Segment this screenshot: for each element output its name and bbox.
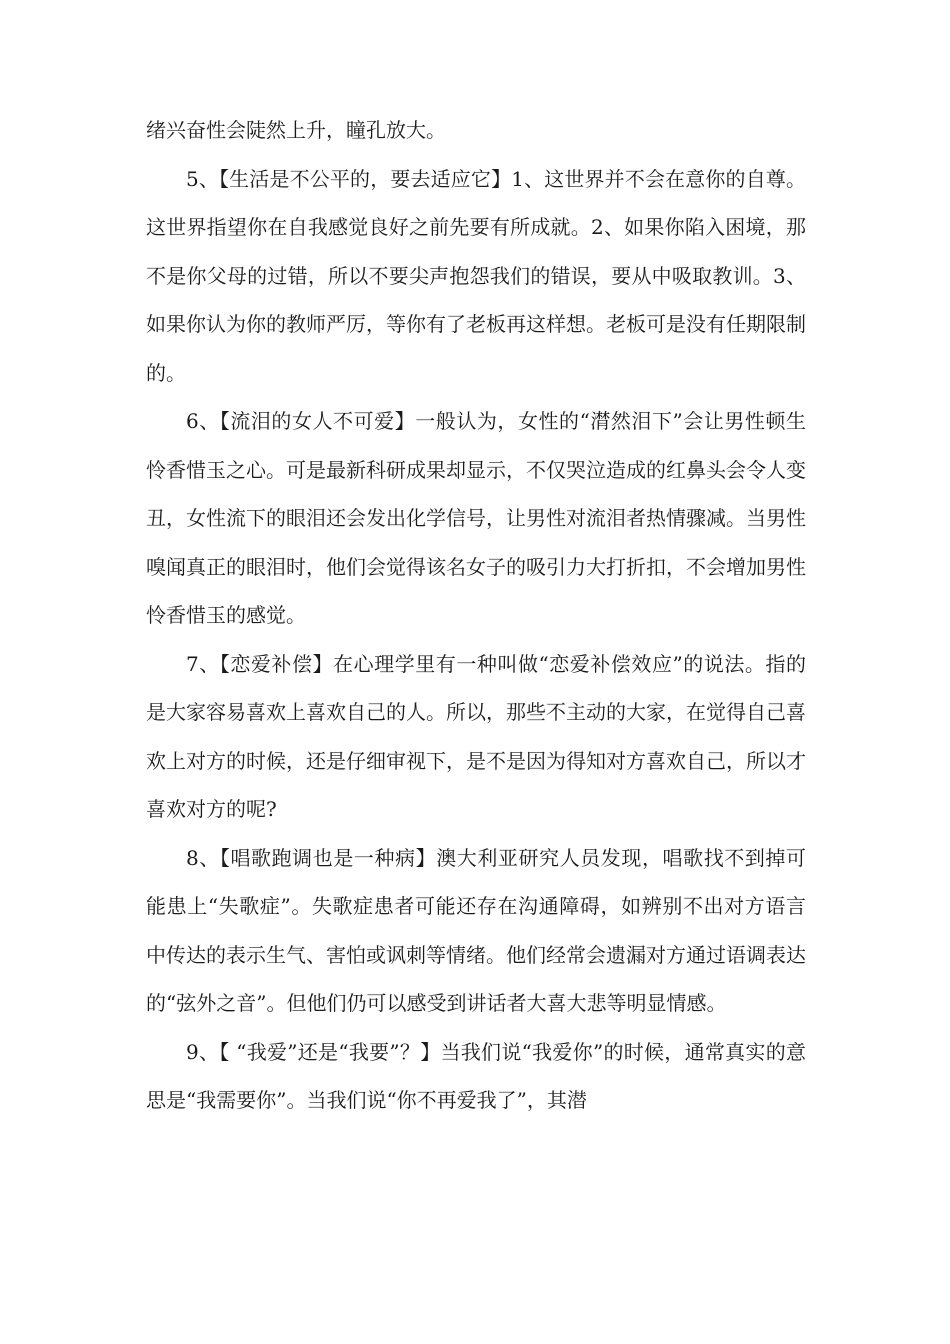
- paragraph-continuation: 绪兴奋性会陡然上升，瞳孔放大。: [146, 118, 446, 142]
- paragraph-5-life-is-unfair: 5、【生活是不公平的，要去适应它】1、这世界并不会在意你的自尊。这世界指望你在自我感觉良好之前先要有所成就。2、如果你陷入困境，那不是你父母的过错，所以不要尖声抱怨我们的错误，要从中吸取教训。3、如果你认为你的教师严厉，等你有了老板再这样想。老板可是没有任期限制的。: [146, 166, 806, 385]
- paragraph-9-love-or-need: 9、【 “我爱”还是“我要”？】当我们说“我爱你”的时候，通常真实的意思是“我需要你”。当我们说“你不再爱我了”，其潜: [146, 1039, 806, 1112]
- paragraph-6-crying-woman: 6、【流泪的女人不可爱】一般认为，女性的“潸然泪下”会让男性顿生怜香惜玉之心。可是最新科研成果却显示，不仅哭泣造成的红鼻头会令人变丑，女性流下的眼泪还会发出化学信号，让男性对流泪者热情骤减。当男性嗅闻真正的眼泪时，他们会觉得该名女子的吸引力大打折扣，不会增加男性怜香惜玉的感觉。: [146, 409, 806, 627]
- document-body: [146, 106, 806, 1125]
- paragraph-7-love-compensation: 7、【恋爱补偿】在心理学里有一种叫做“恋爱补偿效应”的说法。指的是大家容易喜欢上喜欢自己的人。所以，那些不主动的大家，在觉得自己喜欢上对方的时候，还是仔细审视下，是不是因为得知对方喜欢自己，所以才喜欢对方的呢?: [146, 651, 806, 821]
- paragraph-8-tone-deaf: 8、【唱歌跑调也是一种病】澳大利亚研究人员发现，唱歌找不到掉可能患上“失歌症”。失歌症患者可能还存在沟通障碍，如辨别不出对方语言中传达的表示生气、害怕或讽刺等情绪。他们经常会遗漏对方通过语调表达的“弦外之音”。但他们仍可以感受到讲话者大喜大悲等明显情感。: [146, 845, 806, 1015]
